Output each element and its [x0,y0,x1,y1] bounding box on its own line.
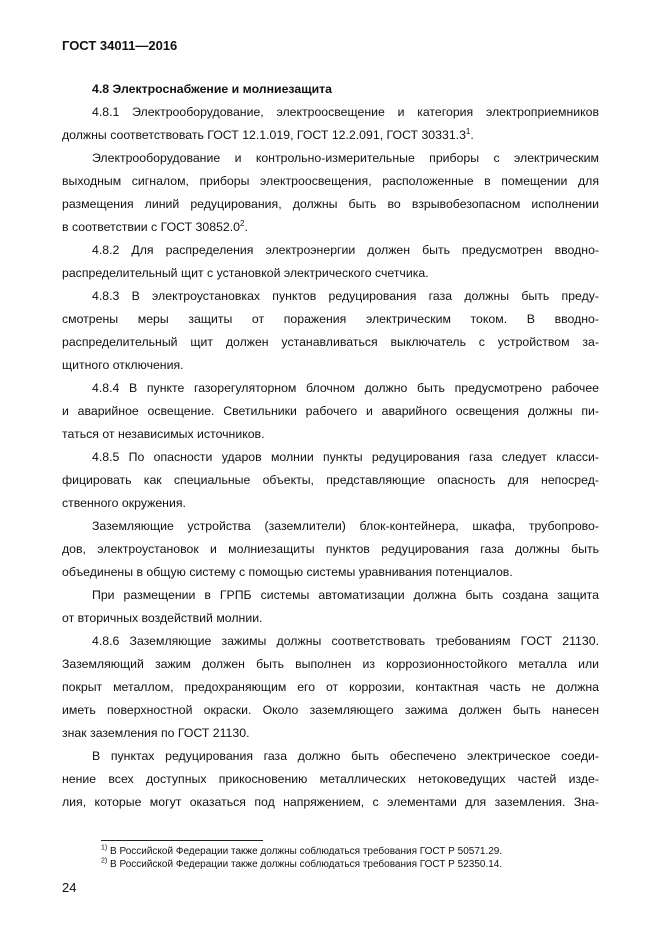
text-line [62,400,599,423]
text-line-content: 4.8.1 Электрооборудование, электроосвещение и категория электроприемников [92,105,599,119]
text-line-content: распределительный щит должен устанавливаться выключатель с устройством за- [62,335,599,349]
text-line [62,170,599,193]
footnote-marker: 1) [101,844,108,852]
text-line-content: ственного окружения. [62,496,186,510]
text-line [62,561,599,584]
text-line [62,607,599,630]
footnote-divider [101,840,263,841]
text-line [62,653,599,676]
text-line-content: В пунктах редуцирования газа должно быть обеспечено электрическое соеди- [92,749,599,763]
footnotes [101,845,502,871]
text-line-content: Заземляющие устройства (заземлители) блок-контейнера, шкафа, трубопрово- [92,519,599,533]
text-line [62,722,599,745]
paragraph-lines [62,101,599,814]
text-line [62,239,599,262]
text-line [62,308,599,331]
text-line-content: нение всех доступных прикосновению металлических нетоковедущих частей изде- [62,772,599,786]
text-line [62,193,599,216]
text-line [62,630,599,653]
text-line [62,492,599,515]
text-line [62,745,599,768]
text-line [62,768,599,791]
text-line-content: размещения линий редуцирования, должны быть во взрывобезопасном исполнении [62,197,599,211]
text-line: в соответствии с ГОСТ 30852.0$^2$. [62,218,248,234]
text-line-content: щитного отключения. [62,358,184,372]
text-line-content: 4.8.6 Заземляющие зажимы должны соответствовать требованиям ГОСТ 21130. [92,634,599,648]
text-line-content: от вторичных воздействий молнии. [62,611,263,625]
text-line: должны соответствовать ГОСТ 12.1.019, ГОСТ 12.2.091, ГОСТ 30331.3$^1$. [62,126,474,142]
text-line-content: Электрооборудование и контрольно-измерительные приборы с электрическим [92,151,599,165]
text-line [62,446,599,469]
text-line-content: таться от независимых источников. [62,427,265,441]
footnote [101,845,502,858]
footnote-text: В Российской Федерации также должны соблюдаться требования ГОСТ Р 50571.29. [107,846,503,857]
text-line [62,699,599,722]
text-line [62,147,599,170]
document-body [62,78,599,814]
footnote [101,858,502,871]
text-line-content: покрыт металлом, предохраняющим его от коррозии, контактная часть не должна [62,680,599,694]
footnote-ref: 2 [240,218,245,228]
text-line-content: 4.8.3 В электроустановках пунктов редуцирования газа должны быть преду- [92,289,599,303]
text-line [62,377,599,400]
text-line-content: смотрены меры защиты от поражения электрическим током. В вводно- [62,312,599,326]
text-line-content: 4.8.5 По опасности ударов молнии пункты редуцирования газа следует класси- [92,450,599,464]
text-line [62,791,599,814]
text-line [62,469,599,492]
document-header: ГОСТ 34011—2016 [62,38,178,53]
footnote-text: В Российской Федерации также должны соблюдаться требования ГОСТ Р 52350.14. [107,859,503,870]
text-line-content: объединены в общую систему с помощью системы уравнивания потенциалов. [62,565,513,579]
text-line [62,538,599,561]
text-line [62,331,599,354]
text-line [62,676,599,699]
text-line-content: При размещении в ГРПБ системы автоматизации должна быть создана защита [92,588,599,602]
text-line [62,101,599,124]
text-line-content: иметь поверхностной окраски. Около заземляющего зажима должен быть нанесен [62,703,599,717]
footnote-marker: 2) [101,857,108,865]
text-line-content: фицировать как специальные объекты, представляющие опасность для непосред- [62,473,599,487]
footnote-ref: 1 [465,126,471,136]
text-line-content: Заземляющий зажим должен быть выполнен из коррозионностойкого металла или [62,657,599,671]
text-line-content: выходным сигналом, приборы электроосвещения, расположенные в помещении для [62,174,599,188]
text-line-content: дов, электроустановок и молниезащиты пунктов редуцирования газа должны быть [62,542,599,556]
text-line-content: должны соответствовать ГОСТ 12.1.019, ГОСТ 12.2.091, ГОСТ 30331.3 [62,128,466,142]
page-number: 24 [62,880,77,895]
text-line [62,423,599,446]
text-line-content: знак заземления по ГОСТ 21130. [62,726,250,740]
text-line-content: и аварийное освещение. Светильники рабочего и аварийного освещения должны пи- [62,404,599,418]
text-line-content: лия, которые могут оказаться под напряжением, с элементами для заземления. Зна- [62,795,599,809]
section-title: 4.8 Электроснабжение и молниезащита [92,82,332,96]
text-line [62,515,599,538]
text-line-content: 4.8.4 В пункте газорегуляторном блочном должно быть предусмотрено рабочее [92,381,599,395]
text-line [62,262,599,285]
text-line [62,354,599,377]
text-line [62,285,599,308]
text-line-content: в соответствии с ГОСТ 30852.0 [62,220,241,234]
text-line-content: 4.8.2 Для распределения электроэнергии должен быть предусмотрен вводно- [92,243,599,257]
text-line-content: распределительный щит с установкой электрического счетчика. [62,266,429,280]
text-line [62,584,599,607]
